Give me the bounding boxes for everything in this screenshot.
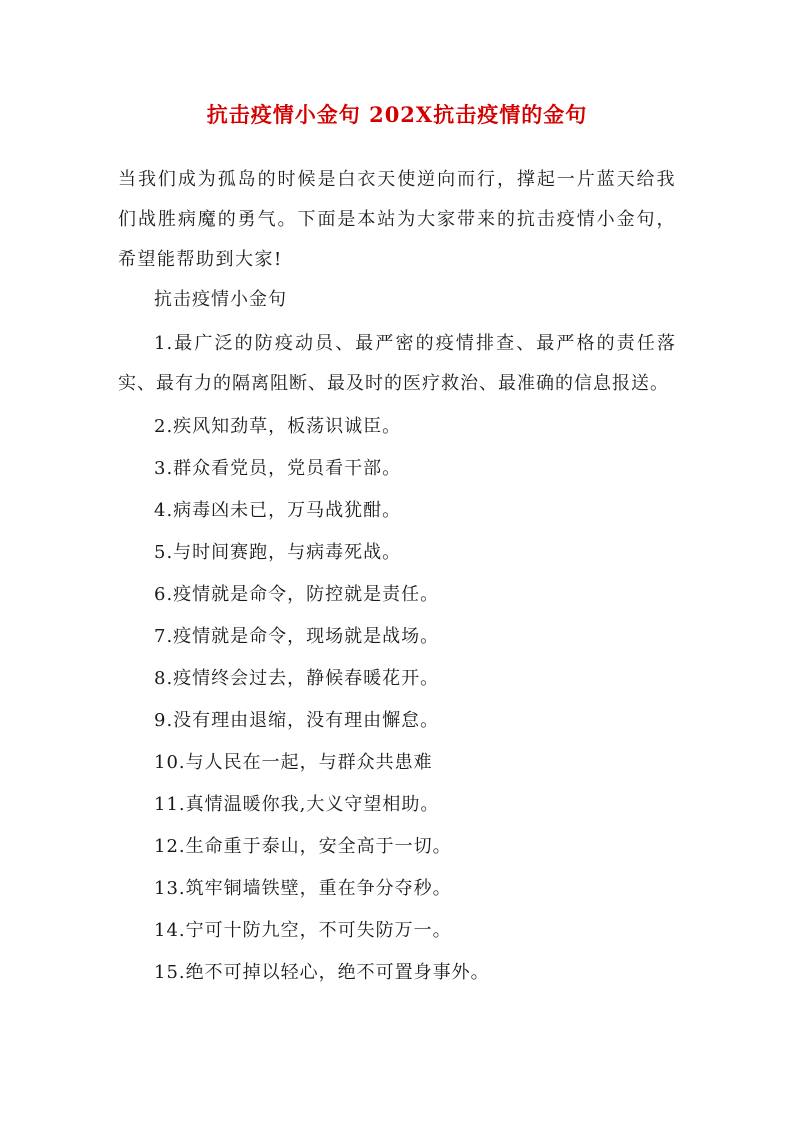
list-item: 8.疫情终会过去，静候春暖花开。 (154, 668, 440, 689)
document-page (118, 100, 676, 994)
list-item: 5.与时间赛跑，与病毒死战。 (154, 542, 402, 563)
list-item: 10.与人民在一起，与群众共患难 (154, 752, 433, 773)
list-item: 15.绝不可掉以轻心，绝不可置身事外。 (154, 962, 490, 983)
quote-list (118, 324, 676, 994)
list-item: 13.筑牢铜墙铁壁，重在争分夺秒。 (154, 878, 452, 899)
document-title: 抗击疫情小金句 202X抗击疫情的金句 (206, 102, 588, 127)
list-item: 14.宁可十防九空，不可失防万一。 (154, 920, 452, 941)
list-item: 11.真情温暖你我,大义守望相助。 (154, 794, 440, 815)
section-subheading: 抗击疫情小金句 (154, 289, 287, 310)
list-item: 9.没有理由退缩，没有理由懈怠。 (154, 710, 440, 731)
list-item: 6.疫情就是命令，防控就是责任。 (154, 584, 440, 605)
list-item: 2.疾风知劲草，板荡识诚臣。 (154, 416, 402, 437)
list-item: 1.最广泛的防疫动员、最严密的疫情排查、最严格的责任落实、最有力的隔离阻断、最及时的医疗救治、最准确的信息报送。 (118, 333, 676, 394)
list-item: 3.群众看党员，党员看干部。 (154, 458, 402, 479)
list-item: 4.病毒凶未已，万马战犹酣。 (154, 500, 402, 521)
intro-paragraph: 当我们成为孤岛的时候是白衣天使逆向而行，撑起一片蓝天给我们战胜病魔的勇气。下面是本站为大家带来的抗击疫情小金句，希望能帮助到大家! (118, 169, 676, 270)
list-item: 7.疫情就是命令，现场就是战场。 (154, 626, 440, 647)
list-item: 12.生命重于泰山，安全高于一切。 (154, 836, 452, 857)
